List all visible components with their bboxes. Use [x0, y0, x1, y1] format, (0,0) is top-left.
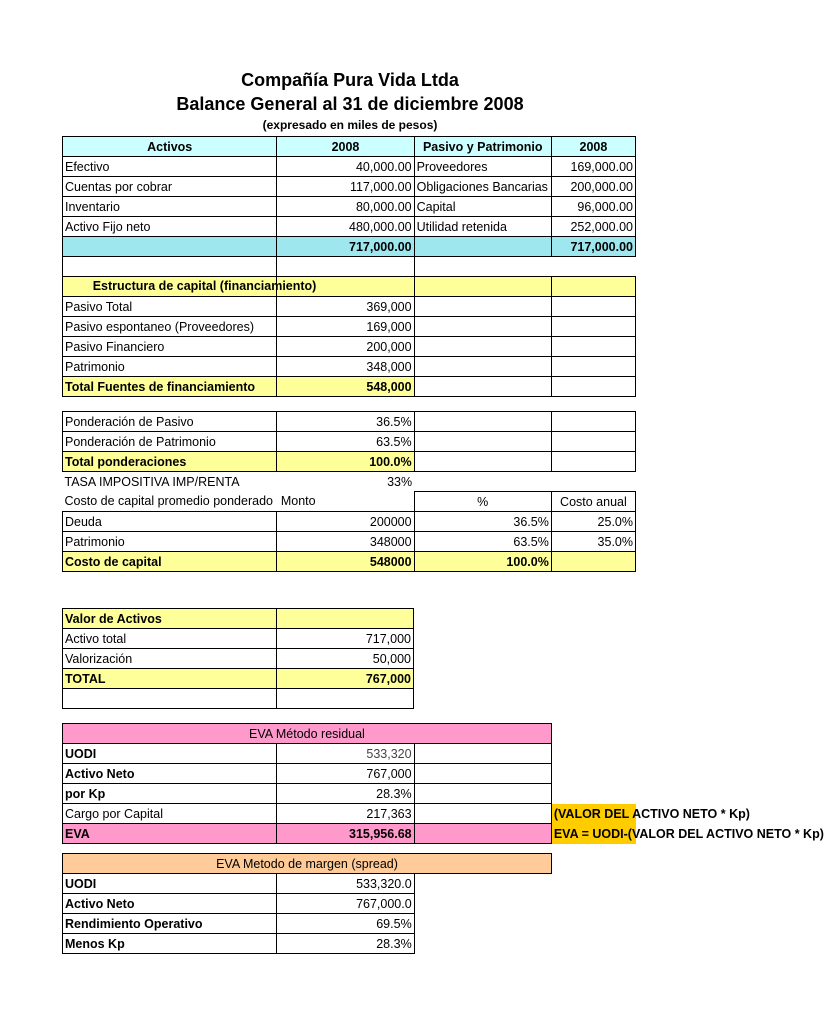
- valor-activos-table: [62, 608, 414, 709]
- cell: [414, 824, 551, 844]
- table-row: [63, 894, 552, 914]
- cell: 35.0%: [551, 532, 635, 552]
- cell: Monto: [280, 494, 316, 509]
- cell: 33%: [387, 474, 413, 489]
- cell: [414, 744, 551, 764]
- eva-residual-total-row: [63, 824, 636, 844]
- balance-header-row: [63, 137, 636, 157]
- cell: UODI: [63, 744, 277, 764]
- cell: Costo de capital: [63, 552, 277, 572]
- table-row: [63, 629, 414, 649]
- table-row: [63, 317, 636, 337]
- eva-spread-header-row: [63, 854, 552, 874]
- cell: Cargo por Capital: [63, 804, 277, 824]
- cell: 252,000.00: [551, 217, 635, 237]
- eva-value: 315,956.68: [277, 824, 414, 844]
- table-row: [63, 197, 636, 217]
- cell: 28.3%: [277, 784, 414, 804]
- cell: [414, 934, 551, 954]
- cell: Ponderación de Pasivo: [63, 412, 277, 432]
- table-row: [63, 764, 636, 784]
- eva-residual-header-row: [63, 724, 636, 744]
- cell: [551, 744, 635, 764]
- table-row: [63, 217, 636, 237]
- eva-spread-table: [62, 853, 552, 954]
- wacc-title: Costo de capital promedio ponderado: [64, 494, 273, 509]
- cell: 548000: [277, 552, 414, 572]
- cell: [551, 412, 635, 432]
- table-row: [63, 934, 552, 954]
- cell: Total ponderaciones: [63, 452, 277, 472]
- cell: [414, 317, 551, 337]
- cell: Pasivo espontaneo (Proveedores): [63, 317, 277, 337]
- cell: [414, 804, 551, 824]
- wacc-header-row: [63, 492, 636, 512]
- balance-table: [62, 136, 636, 277]
- table-row: [63, 177, 636, 197]
- eva-spread-title: EVA Metodo de margen (spread): [63, 854, 552, 874]
- cell: Obligaciones Bancarias: [414, 177, 551, 197]
- cell: %: [414, 492, 551, 512]
- cell: Ponderación de Patrimonio: [63, 432, 277, 452]
- cell: [414, 874, 551, 894]
- eva-formula: EVA = UODI-(VALOR DEL ACTIVO NETO * Kp): [551, 824, 635, 844]
- cell: [551, 317, 635, 337]
- table-row: [63, 512, 636, 532]
- cell: [277, 257, 414, 277]
- eva-residual-table: [62, 723, 824, 844]
- cell: [414, 412, 551, 432]
- cell: Rendimiento Operativo: [63, 914, 277, 934]
- cell: [414, 377, 551, 397]
- table-row: [63, 914, 552, 934]
- eva-residual-title: EVA Método residual: [63, 724, 552, 744]
- valor-total-row: [63, 669, 414, 689]
- cell: 36.5%: [414, 512, 551, 532]
- cell: 100.0%: [414, 552, 551, 572]
- cell: 767,000.0: [277, 894, 414, 914]
- cell: [414, 337, 551, 357]
- cell: [551, 357, 635, 377]
- table-row: [63, 157, 636, 177]
- cell: 548,000: [277, 377, 414, 397]
- cell: 50,000: [277, 649, 414, 669]
- cell: [414, 432, 551, 452]
- cell: [277, 689, 414, 709]
- estructura-table: [62, 276, 636, 397]
- cell: TASA IMPOSITIVA IMP/RENTA: [64, 474, 240, 489]
- estructura-title-text: Estructura de capital (financiamiento): [92, 279, 317, 293]
- estructura-title: [63, 277, 317, 297]
- cell: 28.3%: [277, 934, 414, 954]
- cell: [551, 724, 635, 744]
- cell: 717,000: [277, 629, 414, 649]
- table-row: [63, 257, 636, 277]
- cell: TOTAL: [63, 669, 277, 689]
- cell: 63.5%: [414, 532, 551, 552]
- company-title: Compañía Pura Vida Ltda: [241, 70, 459, 90]
- cell: EVA: [63, 824, 277, 844]
- cell: Valorización: [63, 649, 277, 669]
- cell: Efectivo: [63, 157, 277, 177]
- cell: [551, 277, 635, 297]
- cell: 348,000: [277, 357, 414, 377]
- cell: Proveedores: [414, 157, 551, 177]
- cell: 100.0%: [277, 452, 414, 472]
- total-assets: 717,000.00: [277, 237, 414, 257]
- cell: [414, 894, 551, 914]
- balance-total-row: [63, 237, 636, 257]
- cell: [414, 784, 551, 804]
- cell: Total Fuentes de financiamiento: [63, 377, 277, 397]
- cell: [551, 452, 635, 472]
- cell: 369,000: [277, 297, 414, 317]
- cell: Patrimonio: [63, 532, 277, 552]
- cell: 533,320.0: [277, 874, 414, 894]
- cell: Cuentas por cobrar: [63, 177, 277, 197]
- cell: [551, 432, 635, 452]
- cell: Capital: [414, 197, 551, 217]
- table-row: [63, 784, 636, 804]
- cell: Activo Neto: [63, 764, 277, 784]
- valor-header-row: [63, 609, 414, 629]
- cell: 169,000.00: [551, 157, 635, 177]
- cell: [551, 764, 635, 784]
- cell: por Kp: [63, 784, 277, 804]
- cell: [414, 914, 551, 934]
- col-2008-a: 2008: [277, 137, 414, 157]
- table-row: [63, 357, 636, 377]
- cell: 767,000: [277, 669, 414, 689]
- cell: UODI: [63, 874, 277, 894]
- sheet-subtitle: (expresado en miles de pesos): [262, 118, 438, 132]
- cell: Costo anual: [551, 492, 635, 512]
- cell: 533,320: [277, 744, 414, 764]
- cell: 36.5%: [277, 412, 414, 432]
- cell: 767,000: [277, 764, 414, 784]
- cell: [414, 764, 551, 784]
- eva-formula-note: (VALOR DEL ACTIVO NETO * Kp): [551, 804, 635, 824]
- cell: [551, 257, 635, 277]
- cell: [414, 452, 551, 472]
- cell: Activo total: [63, 629, 277, 649]
- cell: Pasivo Total: [63, 297, 277, 317]
- table-row: [63, 532, 636, 552]
- total-liabilities: 717,000.00: [551, 237, 635, 257]
- col-pasivo: Pasivo y Patrimonio: [414, 137, 551, 157]
- table-row: [63, 412, 636, 432]
- cell: [551, 472, 635, 492]
- table-row: [63, 432, 636, 452]
- cell: Menos Kp: [63, 934, 277, 954]
- valor-title: Valor de Activos: [63, 609, 277, 629]
- table-row: [63, 649, 414, 669]
- cell: [551, 784, 635, 804]
- cell: 348000: [277, 532, 414, 552]
- estructura-header-row: [63, 277, 636, 297]
- cell: 480,000.00: [277, 217, 414, 237]
- cell: 200000: [277, 512, 414, 532]
- cell: [63, 492, 277, 512]
- wacc-total-row: [63, 552, 636, 572]
- ponderacion-total-row: [63, 452, 636, 472]
- cell: 200,000: [277, 337, 414, 357]
- cell: [414, 277, 551, 297]
- cell: 169,000: [277, 317, 414, 337]
- cell: [551, 377, 635, 397]
- ponderacion-table: [62, 411, 636, 572]
- sheet-title: Balance General al 31 de diciembre 2008: [176, 94, 524, 114]
- cell: Patrimonio: [63, 357, 277, 377]
- tax-row: [63, 472, 636, 492]
- cell: [63, 237, 277, 257]
- table-row: [63, 744, 636, 764]
- cell: [63, 689, 277, 709]
- cell: 217,363: [277, 804, 414, 824]
- cell: [414, 357, 551, 377]
- cell: Utilidad retenida: [414, 217, 551, 237]
- cell: 96,000.00: [551, 197, 635, 217]
- cell: [551, 552, 635, 572]
- cell: 40,000.00: [277, 157, 414, 177]
- cell: Deuda: [63, 512, 277, 532]
- cell: 63.5%: [277, 432, 414, 452]
- cell: [414, 237, 551, 257]
- cell: [414, 297, 551, 317]
- cell: Activo Neto: [63, 894, 277, 914]
- table-row: [63, 804, 636, 824]
- table-row: [63, 297, 636, 317]
- cell: Inventario: [63, 197, 277, 217]
- cell: [414, 472, 551, 492]
- cell: [414, 257, 551, 277]
- cell: 200,000.00: [551, 177, 635, 197]
- cell: Pasivo Financiero: [63, 337, 277, 357]
- cell: 80,000.00: [277, 197, 414, 217]
- col-2008-p: 2008: [551, 137, 635, 157]
- cell: [551, 337, 635, 357]
- cell: 117,000.00: [277, 177, 414, 197]
- estructura-total-row: [63, 377, 636, 397]
- cell: [63, 257, 277, 277]
- cell: 69.5%: [277, 914, 414, 934]
- col-activos: Activos: [63, 137, 277, 157]
- table-row: [63, 874, 552, 894]
- cell: [551, 297, 635, 317]
- cell: Activo Fijo neto: [63, 217, 277, 237]
- cell: 25.0%: [551, 512, 635, 532]
- cell: [277, 609, 414, 629]
- table-row: [63, 689, 414, 709]
- table-row: [63, 337, 636, 357]
